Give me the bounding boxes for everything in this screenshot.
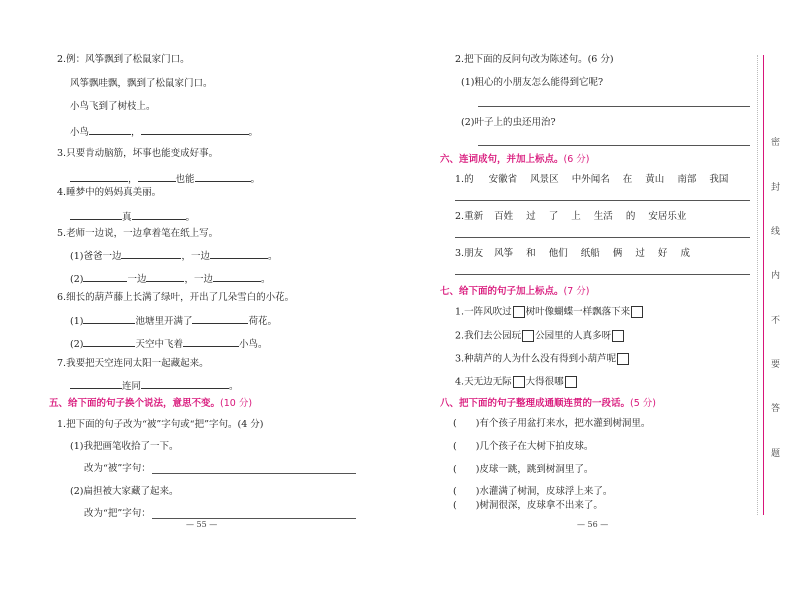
s5q1-item2-label: 改为“把”字句： — [84, 508, 151, 519]
s6-word: 我国 — [709, 174, 729, 185]
s5q1-item1: (1)我把画笔收拾了一下。 — [70, 441, 179, 452]
s6-word: 百姓 — [494, 211, 514, 222]
section6-title: 六、连词成句，并加上标点。 — [440, 154, 564, 165]
s7-item-3 — [455, 353, 630, 366]
punctuation-box[interactable] — [522, 330, 534, 342]
s6-word: 风筝 — [494, 248, 514, 259]
q5-r1-end: 。 — [267, 251, 278, 262]
q3-answer-row — [70, 172, 260, 186]
section7-heading — [440, 286, 590, 298]
s7-item-2 — [455, 330, 625, 343]
s7-text: 公园里的人真多呀 — [535, 330, 612, 342]
seal-char: 要 — [771, 360, 781, 370]
s5q1-text: 1.把下面的句子改为“被”字句或“把”字句。(4 分) — [57, 419, 264, 430]
q6-r2-mid: 天空中飞着 — [135, 339, 183, 350]
answer-blank[interactable] — [70, 172, 128, 182]
s7-text: 大得很哪 — [525, 376, 564, 388]
s6-word: 中外闻名 — [571, 174, 610, 185]
seal-char: 内 — [771, 271, 781, 281]
s6-word: 安徽省 — [488, 174, 518, 185]
q2-prompt: 小鸟飞到了树枝上。 — [70, 101, 156, 112]
page-number-left: — 55 — — [186, 520, 218, 529]
q2-example: 风筝飘哇飘，飘到了松鼠家门口。 — [70, 78, 213, 89]
s6-word: 好 — [657, 248, 668, 259]
answer-blank[interactable] — [83, 272, 127, 282]
answer-blank[interactable] — [83, 337, 135, 347]
s8-item: ( )水灌满了树洞，皮球浮上来了。 — [453, 486, 613, 497]
q4-end: 。 — [185, 212, 196, 223]
seal-char: 题 — [771, 449, 781, 459]
answer-blank[interactable] — [141, 379, 229, 389]
seal-char: 答 — [771, 404, 781, 414]
q6-r1-prefix: (1) — [70, 316, 84, 327]
answer-line[interactable] — [152, 473, 356, 474]
answer-blank[interactable] — [70, 210, 122, 220]
punctuation-box[interactable] — [612, 330, 624, 342]
q6-text: 6.细长的葫芦藤上长满了绿叶，开出了几朵雪白的小花。 — [57, 292, 295, 303]
answer-line[interactable] — [455, 200, 750, 201]
answer-blank[interactable] — [183, 337, 239, 347]
s8-item: ( )树洞很深，皮球拿不出来了。 — [453, 500, 603, 511]
punctuation-box[interactable] — [565, 376, 577, 388]
section8-points: (5 分) — [630, 398, 656, 409]
q2-answer-prefix: 小鸟 — [70, 127, 90, 138]
q7-answer-row — [70, 379, 239, 393]
seal-char: 密 — [771, 138, 781, 148]
q5-row2 — [70, 272, 271, 286]
q7-text: 7.我要把天空连同太阳一起藏起来。 — [57, 358, 209, 369]
s6-word: 过 — [635, 248, 645, 259]
section5-heading — [49, 398, 252, 410]
answer-blank[interactable] — [89, 125, 131, 135]
answer-blank[interactable] — [146, 272, 184, 282]
section7-points: (7 分) — [563, 286, 590, 297]
q2-comma: ， — [131, 127, 141, 138]
s6-word: 南部 — [677, 174, 697, 185]
s6-word: 他们 — [548, 248, 568, 259]
answer-blank[interactable] — [210, 249, 268, 259]
q5-r2-mid2: ，一边 — [184, 274, 213, 285]
answer-line[interactable] — [455, 237, 750, 238]
seal-char: 不 — [771, 316, 781, 326]
q5-text: 5.老师一边说，一边拿着笔在纸上写。 — [57, 228, 219, 239]
answer-line[interactable] — [152, 518, 356, 519]
q6-r2-end: 小鸟。 — [238, 339, 268, 350]
s6-row-1 — [455, 174, 728, 186]
q5-r1-mid: ，一边 — [181, 251, 210, 262]
seal-char: 线 — [771, 227, 781, 237]
section8-title: 八、把下面的句子整理成通顺连贯的一段话。 — [440, 398, 631, 409]
s5q2-text: 2.把下面的反问句改为陈述句。(6 分) — [455, 54, 614, 65]
q7-end: 。 — [229, 381, 239, 392]
s5q2-item1: (1)粗心的小朋友怎么能得到它呢? — [461, 77, 604, 88]
q6-r2-prefix: (2) — [70, 339, 84, 350]
section8-heading — [440, 398, 656, 410]
s6-word: 生活 — [593, 211, 613, 222]
answer-blank[interactable] — [121, 249, 181, 259]
s6-word: 的 — [625, 211, 636, 222]
answer-blank[interactable] — [70, 379, 122, 389]
section5-points: (10 分) — [220, 398, 253, 409]
q3-text: 3.只要肯动脑筋，坏事也能变成好事。 — [57, 148, 219, 159]
punctuation-box[interactable] — [513, 376, 525, 388]
q2-period: 。 — [248, 127, 259, 138]
s7-text: 4.天无边无际 — [455, 376, 512, 388]
s6-word: 上 — [571, 211, 581, 222]
s6-word: 成 — [680, 248, 690, 259]
q5-row1 — [70, 249, 278, 263]
seal-dotted-line — [757, 55, 758, 515]
q2-label: 2.例：风筝飘到了松鼠家门口。 — [57, 54, 190, 65]
answer-blank[interactable] — [132, 210, 186, 220]
answer-blank[interactable] — [141, 125, 249, 135]
s6-row-2 — [455, 211, 686, 223]
q5-r2-prefix: (2) — [70, 274, 84, 285]
answer-blank[interactable] — [138, 172, 176, 182]
q5-r2-mid1: 一边 — [127, 274, 147, 285]
s6-word: 俩 — [612, 248, 623, 259]
s5q1-item2: (2)扁担被大家藏了起来。 — [70, 486, 179, 497]
s7-text: 2.我们去公园玩 — [455, 330, 522, 342]
q6-row1 — [70, 314, 277, 328]
answer-blank[interactable] — [192, 314, 248, 324]
s5q2-item2: (2)叶子上的虫还用治? — [461, 117, 556, 128]
s6-word: 过 — [526, 211, 536, 222]
s7-text: 树叶像蝴蝶一样飘落下来 — [525, 306, 631, 318]
s6-word: 2.重新 — [455, 211, 484, 222]
q6-r1-mid: 池塘里开满了 — [135, 316, 193, 327]
s8-item: ( )几个孩子在大树下拍皮球。 — [453, 441, 594, 452]
section5-title: 五、给下面的句子换个说法，意思不变。 — [49, 398, 221, 409]
s7-item-4 — [455, 376, 578, 389]
s6-word: 风景区 — [530, 174, 559, 185]
s6-word: 了 — [548, 211, 559, 222]
section7-title: 七、给下面的句子加上标点。 — [440, 286, 564, 297]
s8-item: ( )皮球一跳，跳到树洞里了。 — [453, 464, 594, 475]
s5q1-item1-label: 改为“被”字句： — [84, 463, 151, 474]
punctuation-box[interactable] — [617, 353, 629, 365]
q4-answer-row — [70, 210, 195, 224]
answer-line[interactable] — [455, 274, 750, 275]
answer-line[interactable] — [478, 106, 750, 107]
q4-text: 4.睡梦中的妈妈真美丽。 — [57, 187, 162, 198]
q7-mid-word: 连同 — [122, 381, 142, 392]
s6-word: 在 — [622, 174, 633, 185]
s6-word: 黄山 — [645, 174, 665, 185]
punctuation-box[interactable] — [513, 306, 525, 318]
q4-mid-word: 真 — [122, 212, 132, 223]
answer-blank[interactable] — [213, 272, 261, 282]
answer-blank[interactable] — [195, 172, 251, 182]
seal-char: 封 — [771, 183, 781, 193]
q5-r2-end: 。 — [261, 274, 271, 285]
s6-word: 1.的 — [455, 174, 474, 185]
s7-item-1 — [455, 306, 644, 319]
s6-word: 纸船 — [580, 248, 600, 259]
answer-line[interactable] — [478, 145, 750, 146]
q3-end: 。 — [250, 174, 261, 185]
s8-item: ( )有个孩子用盆打来水，把水灌到树洞里。 — [453, 418, 651, 429]
s6-word: 和 — [526, 248, 536, 259]
q2-answer-row — [70, 125, 258, 139]
q6-row2 — [70, 337, 268, 351]
q5-r1-prefix: (1)爸爸一边 — [70, 251, 122, 262]
section6-points: (6 分) — [563, 154, 590, 165]
seal-line — [763, 55, 764, 515]
page-number-right: — 56 — — [577, 520, 609, 529]
answer-blank[interactable] — [83, 314, 135, 324]
s6-row-3 — [455, 248, 690, 260]
s7-text: 3.种葫芦的人为什么没有得到小葫芦呢 — [455, 353, 617, 365]
q6-r1-end: 荷花。 — [248, 316, 277, 327]
section6-heading — [440, 154, 590, 166]
s7-text: 1.一阵风吹过 — [455, 306, 512, 318]
q3-mid-word: 也能 — [175, 174, 195, 185]
q3-middle: ， — [128, 174, 138, 185]
punctuation-box[interactable] — [631, 306, 643, 318]
s6-word: 安居乐业 — [648, 211, 687, 222]
s6-word: 3.朋友 — [455, 248, 484, 259]
